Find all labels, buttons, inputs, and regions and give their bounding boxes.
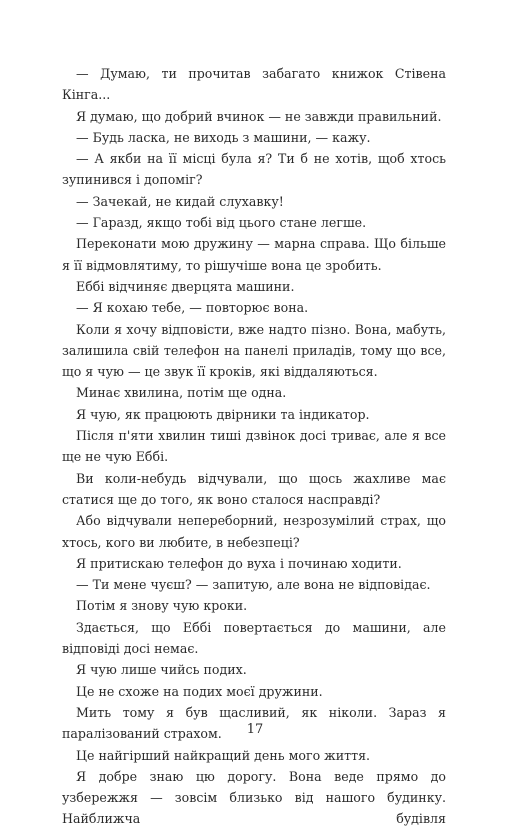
paragraph-8: Еббі відчиняє дверцята машини.	[76, 278, 295, 294]
paragraph-12: Я чую, як працюють двірники та індикатор.	[76, 406, 370, 422]
page-number: 17	[246, 722, 264, 737]
paragraph-2: Я думаю, що добрий вчинок — не завжди правильний.	[76, 108, 442, 124]
paragraph-15: Або відчували непереборний, незрозумілий страх, що хтось, кого ви любите, в небезпеці?	[62, 513, 446, 550]
paragraph-18: Потім я знову чую кроки.	[76, 598, 248, 614]
paragraph-20: Я чую лише чийсь подих.	[76, 662, 247, 678]
paragraph-19: Здається, що Еббі повертається до машини, але відповіді досі немає.	[62, 619, 446, 657]
paragraph-4: — А якби на її місці була я? Ти б не хотів, щоб хтось зупинився і допоміг?	[62, 151, 446, 188]
paragraph-10: Коли я хочу відповісти, вже надто пізно. Вона, мабуть, залишила свій телефон на панелі приладів, тому що все, що я чую — це звук її кроків, які віддаляються.	[62, 321, 446, 380]
paragraph-16: Я притискаю телефон до вуха і починаю ходити.	[76, 555, 402, 571]
paragraph-9: — Я кохаю тебе, — повторює вона.	[76, 300, 309, 316]
paragraph-24: Я добре знаю цю дорогу. Вона веде прямо до узбережжя — зовсім близько від нашого будинку. Найближча будівля	[62, 768, 446, 827]
paragraph-7: Переконати мою дружину — марна справа. Що більше я її відмовлятиму, то рішучіше вона це зробить.	[62, 236, 446, 273]
paragraph-6: — Гаразд, якщо тобі від цього стане легше.	[76, 215, 367, 231]
paragraph-5: — Зачекай, не кидай слухавку!	[76, 193, 284, 209]
paragraph-21: Це не схоже на подих моєї дружини.	[76, 683, 323, 699]
paragraph-14: Ви коли-небудь відчували, що щось жахливе має статися ще до того, як воно сталося насправді?	[62, 470, 446, 507]
paragraph-11: Минає хвилина, потім ще одна.	[76, 385, 287, 401]
paragraph-13: Після п'яти хвилин тиші дзвінок досі триває, але я все ще не чую Еббі.	[62, 428, 446, 465]
body-text	[62, 63, 446, 830]
paragraph-3: — Будь ласка, не виходь з машини, — кажу.	[76, 129, 371, 145]
paragraph-23: Це найгірший найкращий день мого життя.	[76, 747, 371, 763]
paragraph-22: Мить тому я був щасливий, як ніколи. Зараз я паралізований страхом.	[62, 704, 446, 742]
paragraph-17: — Ти мене чуєш? — запитую, але вона не відповідає.	[76, 577, 431, 593]
paragraph-1: — Думаю, ти прочитав забагато книжок Стівена Кінга...	[62, 66, 446, 103]
